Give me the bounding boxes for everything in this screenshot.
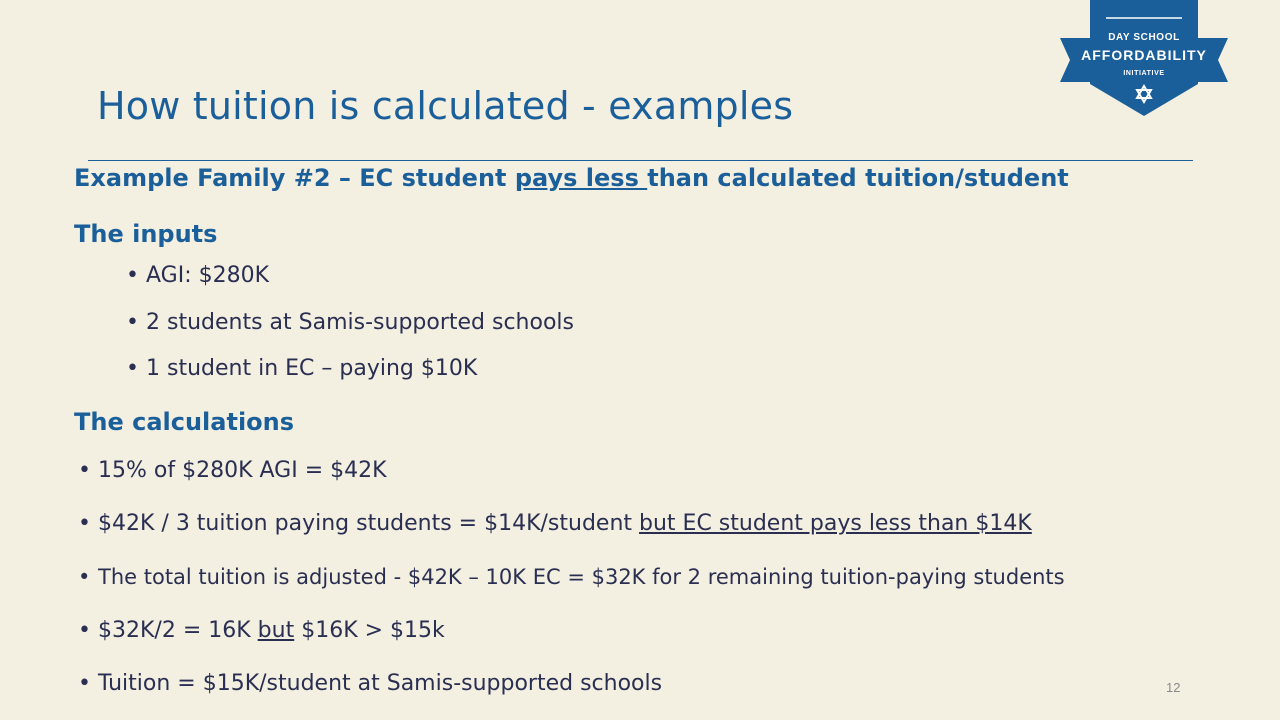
bullet: •: [126, 310, 139, 335]
bullet: •: [78, 511, 91, 536]
bullet: •: [126, 263, 139, 288]
input-item-text: 1 student in EC – paying $10K: [146, 356, 478, 381]
example-heading: [74, 164, 1069, 192]
input-item-ec: [126, 356, 477, 381]
example-heading-pre: Example Family #2 – EC student: [74, 164, 515, 192]
calc-item-text: Tuition = $15K/student at Samis-supported schools: [98, 671, 663, 696]
calculations-heading: The calculations: [74, 408, 295, 436]
page-title: How tuition is calculated - examples: [97, 84, 794, 128]
input-item-agi: [126, 263, 269, 288]
example-heading-underlined: pays less: [514, 164, 648, 192]
calc-item-2: [78, 511, 1032, 536]
input-item-students: [126, 310, 574, 335]
calc-item-text: $42K / 3 tuition paying students = $14K/student: [98, 511, 640, 536]
logo-line3: INITIATIVE: [1123, 70, 1165, 77]
page-number: 12: [1166, 680, 1181, 695]
example-heading-post: than calculated tuition/student: [647, 164, 1069, 192]
bullet: •: [78, 671, 91, 696]
calc-item-1: [78, 458, 387, 483]
calc-item-3: [78, 565, 1065, 589]
bullet: •: [78, 565, 91, 589]
calc-item-text: The total tuition is adjusted - $42K – 10K EC = $32K for 2 remaining tuition-paying students: [98, 565, 1065, 589]
calc-item-text: $32K/2 = 16K: [98, 618, 258, 643]
calc-item-4: [78, 618, 445, 643]
bullet: •: [78, 618, 91, 643]
calc-item-underlined: but: [257, 618, 295, 643]
input-item-text: AGI: $280K: [146, 263, 270, 288]
calc-item-text: $16K > $15k: [294, 618, 445, 643]
calc-item-text: 15% of $280K AGI = $42K: [98, 458, 387, 483]
logo-line2: AFFORDABILITY: [1081, 47, 1207, 63]
bullet: •: [78, 458, 91, 483]
title-divider: [88, 160, 1193, 161]
affordability-initiative-logo: [1060, 0, 1228, 118]
inputs-heading: The inputs: [74, 220, 218, 248]
calc-item-5: [78, 671, 662, 696]
input-item-text: 2 students at Samis-supported schools: [146, 310, 574, 335]
calc-item-underlined: but EC student pays less than $14K: [639, 511, 1032, 536]
logo-line1: DAY SCHOOL: [1108, 32, 1180, 43]
bullet: •: [126, 356, 139, 381]
